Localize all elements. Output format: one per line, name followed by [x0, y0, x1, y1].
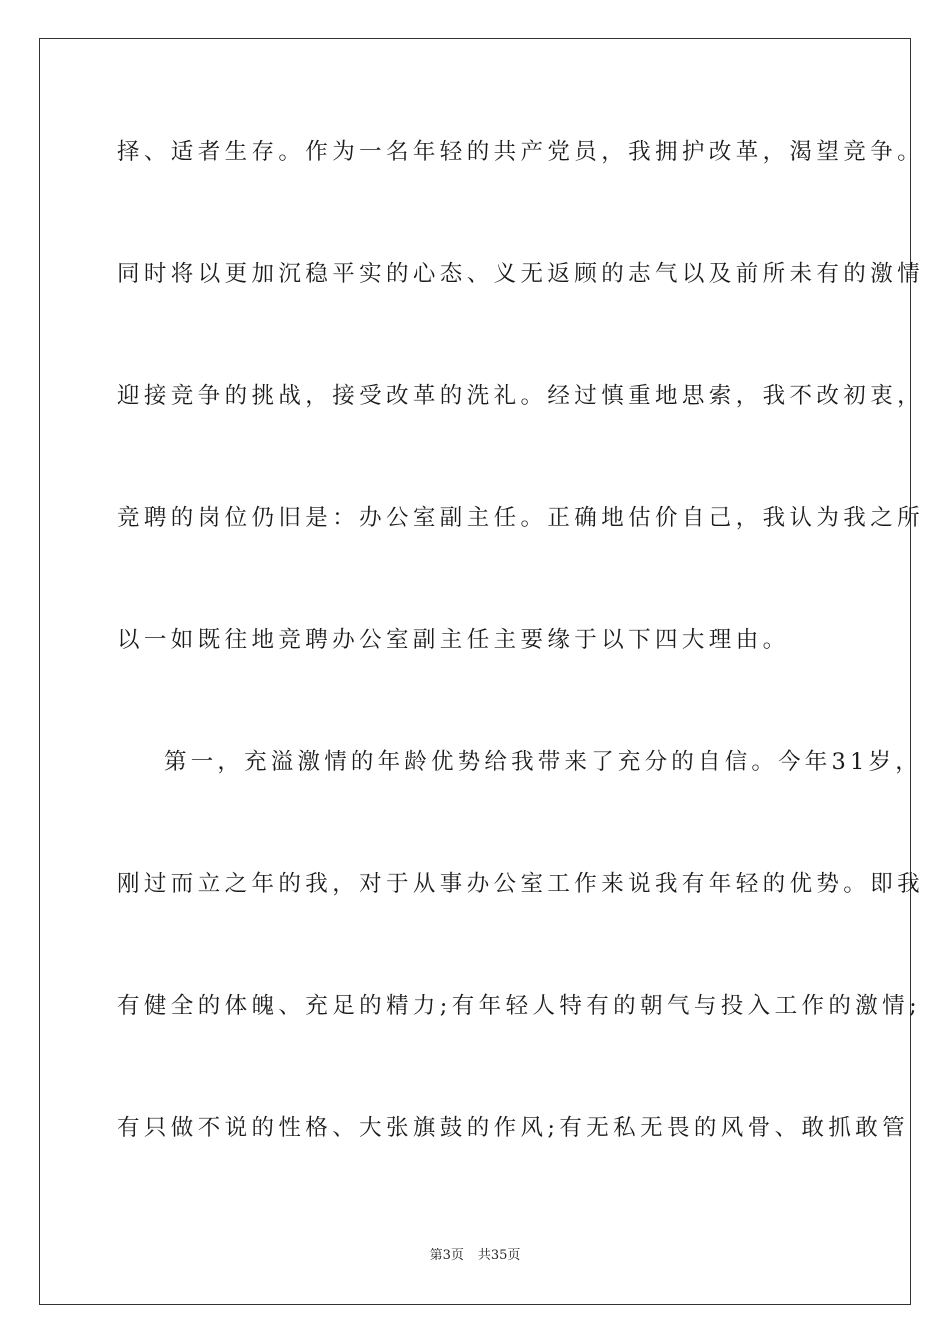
text-line: 同时将以更加沉稳平实的心态、义无返顾的志气以及前所未有的激情 — [117, 261, 925, 287]
text-line: 刚过而立之年的我，对于从事办公室工作来说我有年轻的优势。即我 — [117, 871, 925, 897]
text-line: 以一如既往地竞聘办公室副主任主要缘于以下四大理由。 — [117, 627, 790, 653]
text-line: 有只做不说的性格、大张旗鼓的作风;有无私无畏的风骨、敢抓敢管 — [117, 1115, 910, 1141]
paragraph-first-line: 第一，充溢激情的年龄优势给我带来了充分的自信。今年31岁， — [164, 749, 922, 775]
page-number: 第3页 — [429, 1248, 464, 1263]
page-footer — [0, 1247, 950, 1265]
text-line: 择、适者生存。作为一名年轻的共产党员，我拥护改革，渴望竞争。 — [117, 139, 925, 165]
text-line: 有健全的体魄、充足的精力;有年轻人特有的朝气与投入工作的激情; — [117, 993, 922, 1019]
text-line: 竞聘的岗位仍旧是：办公室副主任。正确地估价自己，我认为我之所 — [117, 505, 925, 531]
page-total: 共35页 — [477, 1248, 521, 1263]
text-line: 迎接竞争的挑战，接受改革的洗礼。经过慎重地思索，我不改初衷， — [117, 383, 925, 409]
